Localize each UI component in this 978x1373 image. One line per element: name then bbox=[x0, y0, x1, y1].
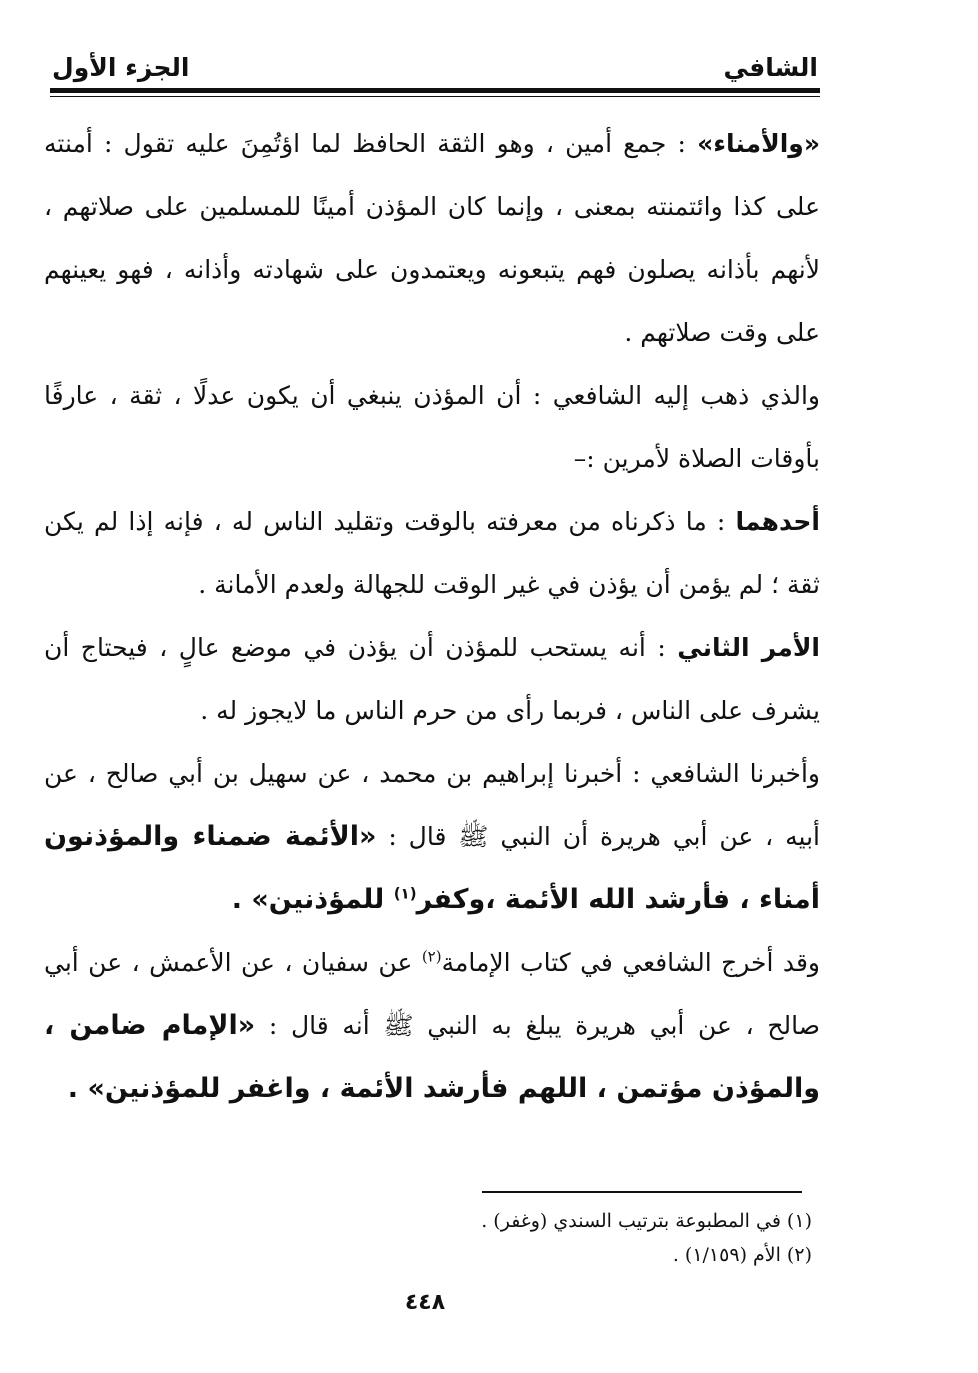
footnote-mark: (٢) bbox=[421, 947, 442, 966]
main-text bbox=[44, 112, 820, 1120]
footnote-separator bbox=[482, 1191, 802, 1193]
paragraph-hadith-two bbox=[44, 931, 820, 1120]
isnad-text: وأخبرنا الشافعي : أخبرنا إبراهيم بن محمد ، عن سهيل بن أبي صالح ، عن أبيه ، عن أبي هريرة أن النبي ﷺ قال : bbox=[44, 759, 820, 851]
isnad-text: وقد أخرج الشافعي في كتاب الإمامة bbox=[441, 948, 820, 977]
paragraph-first-reason bbox=[44, 490, 820, 616]
hadith-text: «الأئمة ضمناء والمؤذنون أمناء ، فأرشد الله الأئمة ،وكفر bbox=[44, 821, 820, 915]
isnad-text-cont: عن سفيان ، عن الأعمش ، عن أبي صالح ، عن أبي هريرة يبلغ به النبي ﷺ أنه قال : bbox=[44, 948, 820, 1040]
paragraph-second-reason bbox=[44, 616, 820, 742]
reason-heading: الأمر الثاني bbox=[677, 633, 820, 662]
book-title: الشافي bbox=[723, 53, 818, 82]
volume-label: الجزء الأول bbox=[52, 53, 190, 82]
paragraph-text: : جمع أمين ، وهو الثقة الحافظ لما اؤتُمِنَ عليه تقول : أمنته على كذا وائتمنته بمعنى ، وإنما كان المؤذن أمينًا للمسلمين على صلاتهم ، لأنهم بأذانه يصلون فهم يتبعونه ويعتمدون على شهادته وأذانه ، فهو يعينهم على وقت صلاتهم . bbox=[44, 129, 820, 347]
footnote-mark: (١) bbox=[393, 884, 417, 903]
reason-heading: أحدهما bbox=[735, 507, 820, 536]
footnote-1: (١) في المطبوعة بترتيب السندي (وغفر) . bbox=[481, 1210, 812, 1232]
header-rule-thin bbox=[50, 96, 820, 97]
paragraph-text: والذي ذهب إليه الشافعي : أن المؤذن ينبغي أن يكون عدلًا ، ثقة ، عارفًا بأوقات الصلاة لأمرين :– bbox=[44, 381, 820, 473]
hadith-text: «الإمام ضامن ، والمؤذن مؤتمن ، اللهم فأرشد الأئمة ، واغفر للمؤذنين» . bbox=[44, 1010, 820, 1104]
defined-term: «والأمناء» bbox=[697, 129, 820, 158]
header-rule bbox=[50, 88, 820, 93]
footnote-2: (٢) الأم (١/١٥٩) . bbox=[672, 1244, 812, 1266]
paragraph-text: : ما ذكرناه من معرفته بالوقت وتقليد الناس له ، فإنه إذا لم يكن ثقة ؛ لم يؤمن أن يؤذن في غير الوقت للجهالة ولعدم الأمانة . bbox=[44, 507, 820, 599]
paragraph-hadith-one bbox=[44, 742, 820, 931]
page-number: ٤٤٨ bbox=[404, 1290, 446, 1315]
paragraph-text: : أنه يستحب للمؤذن أن يؤذن في موضع عالٍ ، فيحتاج أن يشرف على الناس ، فربما رأى من حرم الناس ما لايجوز له . bbox=[44, 633, 820, 725]
paragraph-amanaa bbox=[44, 112, 820, 364]
hadith-text-end: للمؤذنين» . bbox=[231, 884, 394, 915]
footnotes bbox=[300, 1204, 812, 1272]
running-head bbox=[52, 40, 818, 82]
paragraph-shafii-view bbox=[44, 364, 820, 490]
